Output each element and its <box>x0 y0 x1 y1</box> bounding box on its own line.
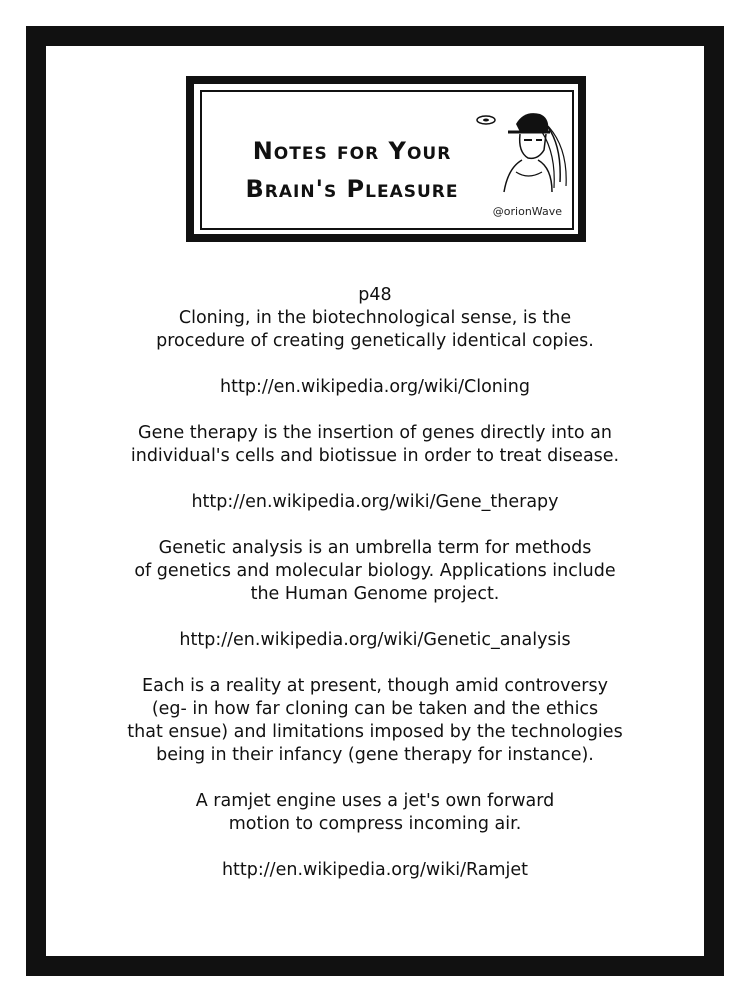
outer-frame <box>26 26 724 976</box>
paragraph-gene-therapy: Gene therapy is the insertion of genes directly into an individual's cells and biotissue in order to treat disease. <box>130 423 620 466</box>
title-line-1: Notes for Your <box>252 137 452 165</box>
link-ramjet[interactable]: http://en.wikipedia.org/wiki/Ramjet <box>221 860 529 880</box>
paragraph-reality: Each is a reality at present, though amid controversy (eg- in how far cloning can be taken and the ethics that ensue) and limitations imposed by the technologies being in their infancy (gene therapy for instance). <box>127 676 623 765</box>
character-with-cap-icon <box>472 102 572 202</box>
title-box <box>186 76 586 242</box>
title-box-inner <box>194 84 578 234</box>
page-title <box>242 132 462 208</box>
paragraph-cloning: Cloning, in the biotechnological sense, is the procedure of creating genetically identical copies. <box>156 308 594 351</box>
artist-credit: @orionWave <box>492 205 562 218</box>
link-genetic-analysis[interactable]: http://en.wikipedia.org/wiki/Genetic_analysis <box>179 630 571 650</box>
title-box-border <box>200 90 574 230</box>
paragraph-ramjet: A ramjet engine uses a jet's own forward motion to compress incoming air. <box>195 791 555 834</box>
page <box>46 46 704 956</box>
page-number: p48 <box>358 285 392 305</box>
title-line-2: Brain's Pleasure <box>245 175 459 203</box>
link-gene-therapy[interactable]: http://en.wikipedia.org/wiki/Gene_therapy <box>191 492 559 512</box>
notes-body <box>66 284 684 905</box>
link-cloning[interactable]: http://en.wikipedia.org/wiki/Cloning <box>220 377 530 397</box>
paragraph-genetic-analysis: Genetic analysis is an umbrella term for methods of genetics and molecular biology. Applications include the Human Genome project. <box>134 538 616 604</box>
